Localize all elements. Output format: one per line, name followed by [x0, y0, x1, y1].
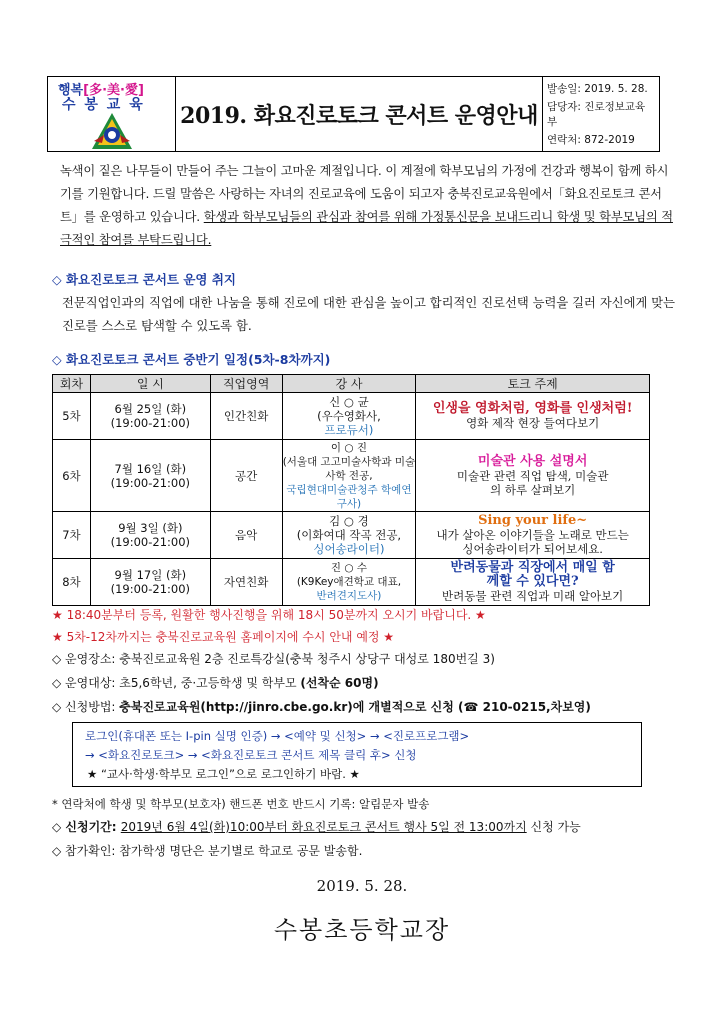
lecturer-info: (서울대 고고미술사학과 미술사학 전공, [282, 455, 416, 482]
manager: 담당자: 진로정보교육부 [547, 100, 646, 128]
lecturer-cell [282, 559, 416, 606]
school-principal: 수봉초등학교장 [273, 916, 451, 944]
table-row [53, 512, 650, 559]
datetime-cell [90, 559, 210, 606]
login-instructions-box [72, 722, 642, 787]
topic-cell [416, 512, 650, 559]
topic-cell [416, 559, 650, 606]
topic-sub: 반려동물 관련 직업과 미래 알아보기 [442, 589, 624, 603]
table-row [53, 440, 650, 512]
date-text: 9월 17일 (화) [114, 568, 187, 582]
lecturer-info: (K9Key애견학교 대표, [296, 576, 402, 588]
lecturer-cell [282, 512, 416, 559]
intro-underlined-text: 학생과 학부모님들의 관심과 참여를 위해 가정통신문을 보내드리니 학생 및 학부모님의 적극적인 참여를 부탁드립니다. [60, 210, 673, 247]
school-emblem-icon [90, 111, 134, 151]
time-text: (19:00-21:00) [110, 475, 191, 490]
lecturer-name: 진 ○ 수 [330, 562, 367, 574]
lecturer-title: 프로듀서) [324, 423, 374, 437]
topic-sub: 미술관 관련 직업 탐색, 미술관의 하루 살펴보기 [456, 468, 609, 497]
notice-registration: ★ 18:40분부터 등록, 원활한 행사진행을 위해 18시 50분까지 오시기 바랍니다. ★ [52, 608, 486, 622]
lecturer-info: (이화여대 작곡 전공, [296, 528, 402, 542]
target-bold-text: (선착순 60명) [300, 676, 379, 690]
info-cell [543, 77, 659, 151]
lecturer-info: (우수영화사, [317, 409, 381, 423]
round-cell: 6차 [53, 440, 91, 512]
intro-paragraph [60, 160, 678, 252]
period-suffix: 신청 가능 [526, 820, 581, 834]
topic-main: 반려동물과 직장에서 매일 함께할 수 있다면? [450, 560, 615, 589]
apply-bold-text: 충북진로교육원(http://jinro.cbe.go.kr)에 개별적으로 신청 (☎ 210-0215,차보영) [119, 700, 591, 714]
period-text: 2019년 6월 4일(화)10:00부터 화요진로토크 콘서트 행사 5일 전 13:00까지 [120, 820, 527, 834]
col-header-round: 회차 [53, 375, 91, 393]
lecturer-title: 싱어송라이터) [313, 542, 385, 556]
time-text: (19:00-21:00) [110, 416, 191, 430]
date-text: 7월 16일 (화) [114, 461, 187, 476]
table-row [53, 393, 650, 440]
col-header-lecturer: 강 사 [282, 375, 416, 393]
school-logo [48, 77, 176, 151]
col-header-datetime: 일 시 [90, 375, 210, 393]
apply-line [52, 698, 591, 715]
table-header-row [53, 375, 650, 393]
time-text: (19:00-21:00) [110, 535, 191, 549]
period-line [52, 818, 581, 835]
datetime-cell [90, 512, 210, 559]
contact-note: * 연락처에 학생 및 학부모(보호자) 핸드폰 번호 반드시 기록: 알림문자 발송 [52, 797, 430, 811]
period-label: ◇ 신청기간: [52, 820, 121, 834]
field-cell: 음악 [210, 512, 282, 559]
page-title: 2019. 화요진로토크 콘서트 운영안내 [180, 102, 538, 129]
lecturer-name: 이 ○ 진 [330, 441, 367, 454]
col-header-field: 직업영역 [210, 375, 282, 393]
col-header-topic: 토크 주제 [416, 375, 650, 393]
date-text: 6월 25일 (화) [114, 402, 187, 416]
purpose-text: 전문직업인과의 직업에 대한 나눔을 통해 진로에 대한 관심을 높이고 합리적인 진로선택 능력을 길러 자신에게 맞는 진로를 스스로 탐색할 수 있도록 함. [62, 296, 676, 333]
topic-main: Sing your life~ [478, 513, 588, 528]
topic-cell [416, 393, 650, 440]
notice-homepage: ★ 5차-12차까지는 충북진로교육원 홈페이지에 수시 안내 예정 ★ [52, 630, 395, 644]
login-step-2: → <화요진로토크> → <화요진로토크 콘서트 제목 클릭 후> 신청 [85, 748, 417, 762]
intro-text: 녹색이 짙은 나무들이 만들어 주는 그늘이 고마운 계절입니다. 이 계절에 학부모님의 가정에 건강과 행복이 함께 하시기를 기원합니다. 드릴 말씀은 사랑하는 자녀의 진로교육에 도움이 되고자 충북진로교육원에서「화요진로토크 콘서트」를 운영하고 있습니다. [60, 164, 669, 224]
document-header [47, 76, 660, 152]
datetime-cell [90, 393, 210, 440]
topic-sub: 영화 제작 현장 들여다보기 [466, 416, 600, 430]
logo-text: 수 봉 교 육 [62, 97, 145, 113]
login-step-1: 로그인(휴대폰 또는 I-pin 실명 인증) → <예약 및 신청> → <진로프로그램> [85, 729, 470, 743]
lecturer-title: 반려견지도사) [316, 590, 382, 602]
title-cell [176, 77, 543, 151]
venue-line: ◇ 운영장소: 충북진로교육원 2층 진로특강실(충북 청주시 상당구 대성로 180번길 3) [52, 652, 495, 666]
lecturer-cell [282, 440, 416, 512]
target-text: ◇ 운영대상: 초5,6학년, 중·고등학생 및 학부모 [52, 676, 301, 690]
date-text: 9월 3일 (화) [118, 521, 183, 535]
field-cell: 인간친화 [210, 393, 282, 440]
logo-motto: 행복[多·美·愛] [58, 83, 144, 98]
lecturer-name: 신 ○ 균 [329, 395, 369, 409]
topic-main: 미술관 사용 설명서 [477, 453, 588, 469]
field-cell: 자연친화 [210, 559, 282, 606]
lecturer-name: 김 ○ 경 [329, 514, 369, 528]
field-cell: 공간 [210, 440, 282, 512]
round-cell: 7차 [53, 512, 91, 559]
signature-date: 2019. 5. 28. [316, 877, 408, 895]
topic-cell [416, 440, 650, 512]
login-note: ★ “교사·학생·학부모 로그인”으로 로그인하기 바람. ★ [87, 767, 360, 781]
schedule-table [52, 374, 650, 606]
round-cell: 5차 [53, 393, 91, 440]
confirm-line: ◇ 참가확인: 참가학생 명단은 분기별로 학교로 공문 발송함. [52, 844, 363, 858]
target-line [52, 674, 379, 691]
section-heading-purpose: ◇ 화요진로토크 콘서트 운영 취지 [52, 272, 236, 287]
round-cell: 8차 [53, 559, 91, 606]
time-text: (19:00-21:00) [110, 582, 191, 596]
lecturer-title: 국립현대미술관청주 학예연구사) [286, 483, 412, 510]
datetime-cell [90, 440, 210, 512]
apply-label: ◇ 신청방법: [52, 700, 120, 714]
topic-main: 인생을 영화처럼, 영화를 인생처럼! [432, 401, 633, 416]
section-heading-schedule: ◇ 화요진로토크 콘서트 중반기 일정(5차-8차까지) [52, 352, 331, 367]
topic-sub: 내가 살아온 이야기들을 노래로 만드는 싱어송라이터가 되어보세요. [436, 528, 629, 556]
contact-number: 연락처: 872-2019 [547, 133, 635, 146]
lecturer-cell [282, 393, 416, 440]
table-row [53, 559, 650, 606]
send-date: 발송일: 2019. 5. 28. [547, 83, 648, 96]
